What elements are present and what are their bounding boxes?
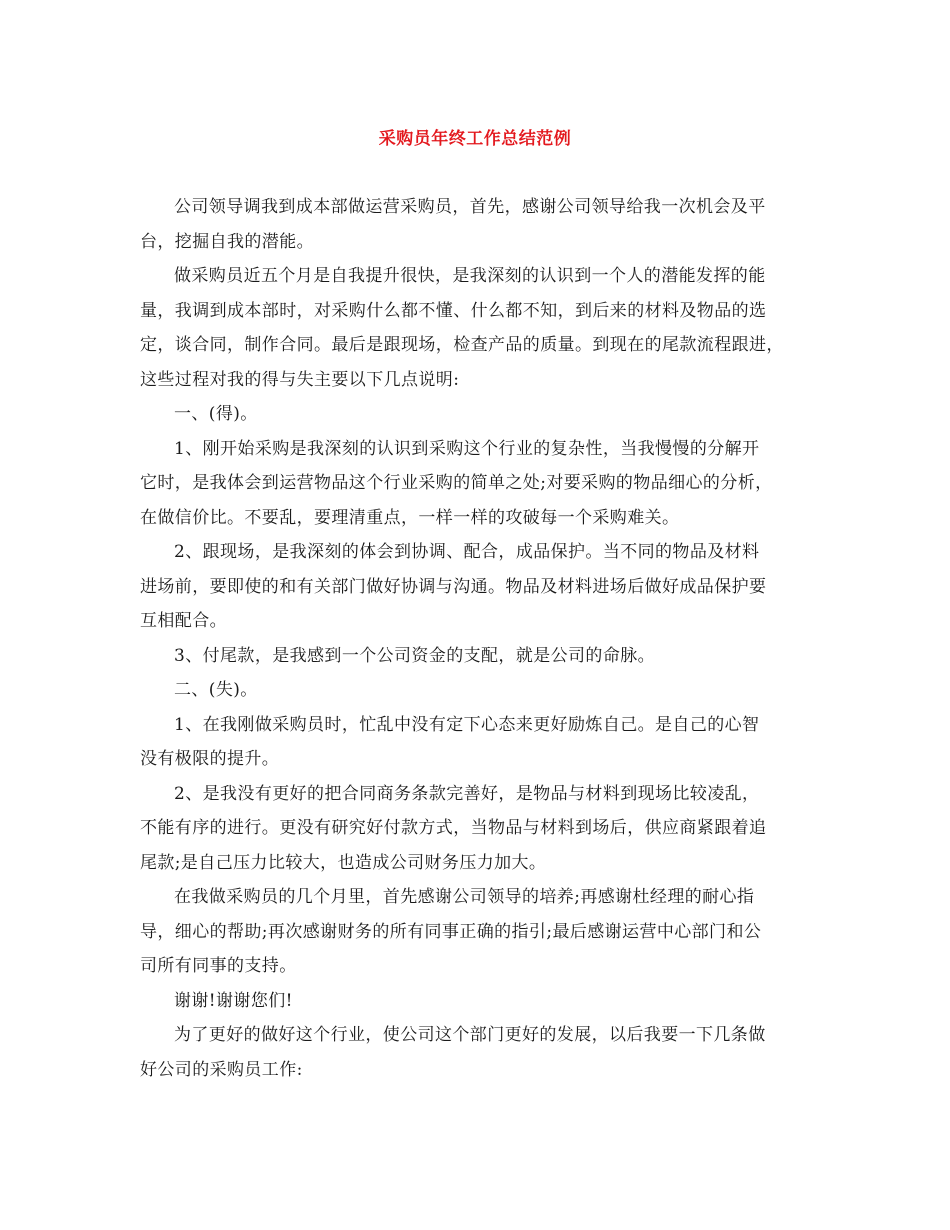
paragraph	[140, 259, 816, 397]
paragraph-line: 定，谈合同，制作合同。最后是跟现场，检查产品的质量。到现在的尾款流程跟进，	[140, 335, 784, 355]
paragraph-line: 1、刚开始采购是我深刻的认识到采购这个行业的复杂性，当我慢慢的分解开	[174, 438, 760, 459]
paragraph	[140, 190, 816, 259]
paragraph-line: 好公司的采购员工作:	[140, 1059, 303, 1080]
paragraph-line: 2、跟现场，是我深刻的体会到协调、配合，成品保护。当不同的物品及材料	[174, 542, 760, 562]
paragraph	[140, 673, 816, 708]
paragraph-line: 做采购员近五个月是自我提升很快，是我深刻的认识到一个人的潜能发挥的能	[174, 266, 766, 286]
paragraph-line: 不能有序的进行。更没有研究好付款方式，当物品与材料到场后，供应商紧跟着追	[140, 818, 767, 838]
paragraph-line: 为了更好的做好这个行业，使公司这个部门更好的发展，以后我要一下几条做	[174, 1025, 766, 1045]
paragraph	[140, 708, 816, 777]
paragraph-line: 它时，是我体会到运营物品这个行业采购的简单之处;对要采购的物品细心的分析，	[140, 473, 773, 493]
paragraph-line: 没有极限的提升。	[140, 749, 280, 769]
paragraph	[140, 777, 816, 881]
paragraph	[140, 432, 816, 536]
paragraph-line: 台，挖掘自我的潜能。	[140, 231, 314, 252]
paragraph-line: 1、在我刚做采购员时，忙乱中没有定下心态来更好励炼自己。是自己的心智	[174, 714, 760, 735]
paragraph	[140, 397, 816, 432]
paragraph	[140, 535, 816, 639]
document-title: 采购员年终工作总结范例	[378, 129, 572, 149]
paragraph-line: 3、付尾款，是我感到一个公司资金的支配，就是公司的命脉。	[174, 645, 656, 666]
paragraph-line: 量，我调到成本部时，对采购什么都不懂、什么都不知，到后来的材料及物品的选	[140, 300, 767, 321]
paragraph-line: 谢谢!谢谢您们!	[174, 990, 293, 1011]
paragraph-line: 公司领导调我到成本部做运营采购员，首先，感谢公司领导给我一次机会及平	[174, 197, 766, 217]
paragraph-line: 进场前，要即使的和有关部门做好协调与沟通。物品及材料进场后做好成品保护要	[140, 576, 767, 597]
paragraph-line: 尾款;是自己压力比较大，也造成公司财务压力加大。	[140, 852, 547, 873]
paragraph-line: 在做信价比。不要乱，要理清重点，一样一样的攻破每一个采购难关。	[140, 507, 680, 528]
paragraph-line: 导，细心的帮助;再次感谢财务的所有同事正确的指引;最后感谢运营中心部门和公	[140, 921, 762, 942]
paragraph-line: 二、(失)。	[174, 680, 258, 700]
paragraph	[140, 880, 816, 984]
paragraph-line: 这些过程对我的得与失主要以下几点说明:	[140, 369, 460, 390]
paragraph-line: 在我做采购员的几个月里，首先感谢公司领导的培养;再感谢杜经理的耐心指	[174, 887, 755, 907]
paragraph	[140, 984, 816, 1019]
document-body	[140, 190, 816, 1087]
paragraph	[140, 1018, 816, 1087]
paragraph-line: 2、是我没有更好的把合同商务条款完善好，是物品与材料到现场比较凌乱，	[174, 783, 760, 804]
paragraph-line: 司所有同事的支持。	[140, 956, 297, 976]
paragraph-line: 一、(得)。	[174, 404, 258, 424]
paragraph-line: 互相配合。	[140, 611, 227, 631]
paragraph	[140, 639, 816, 674]
